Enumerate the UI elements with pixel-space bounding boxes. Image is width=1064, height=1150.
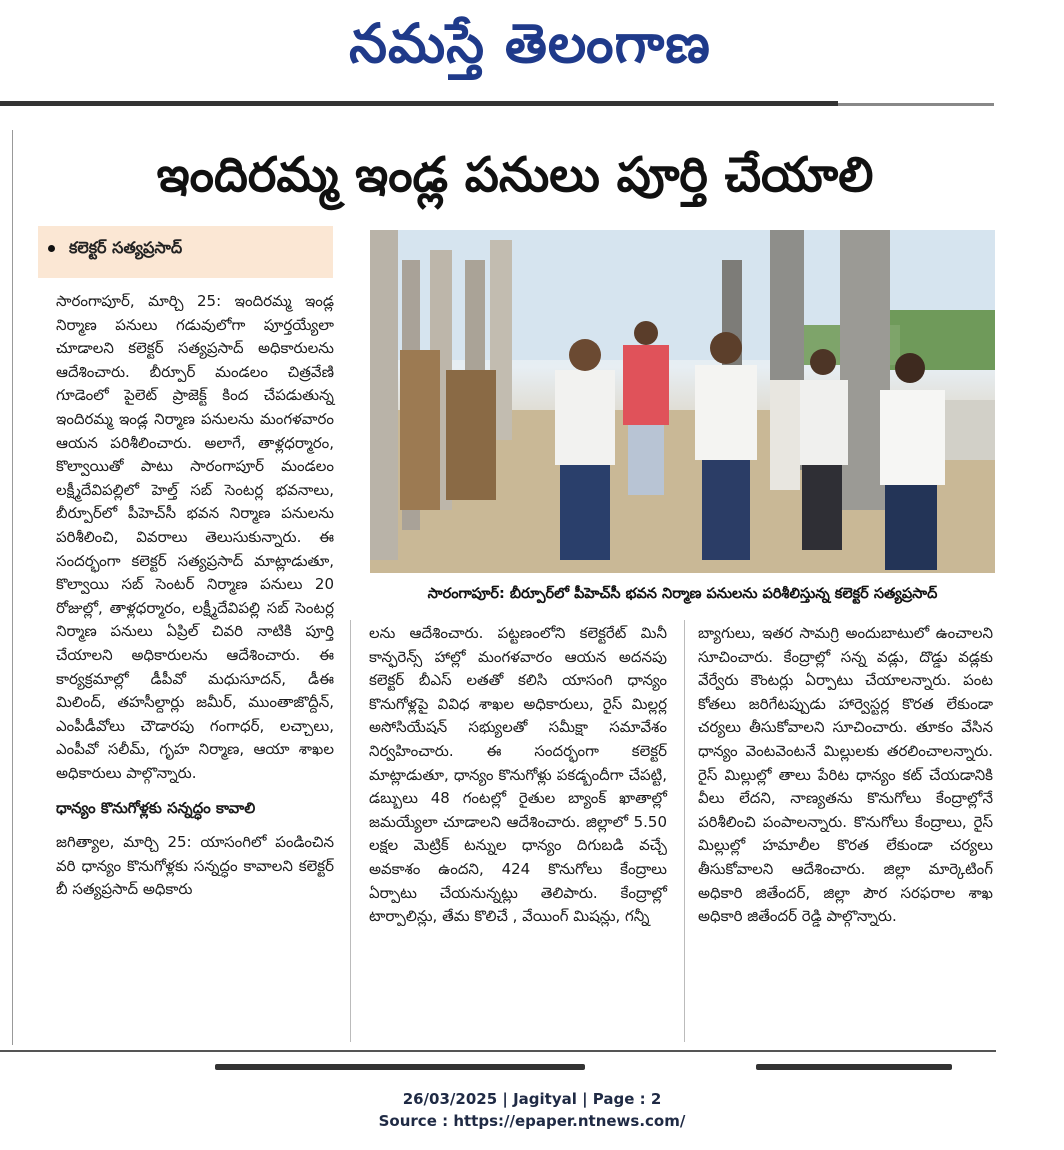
article-column-3 xyxy=(698,622,993,929)
masthead-rule-thin xyxy=(838,103,994,106)
edition-info: 26/03/2025 | Jagityal | Page : 2 xyxy=(402,1090,662,1108)
column-divider xyxy=(684,620,685,1042)
news-photo xyxy=(370,230,995,573)
article-paragraph: లను ఆదేశించారు. పట్టణంలోని కలెక్టరేట్ మినీ కాన్ఫరెన్స్ హాల్లో మంగళవారం ఆయన అదనపు కలెక్టర్ బీఎస్ లతతో కలిసి యాసంగి ధాన్యం కొనుగోళ్లపై వివిధ శాఖల అధికారులు, రైస్ మిల్లర్ల అసోసియేషన్ సభ్యులతో సమీక్షా సమావేశం నిర్వహించారు. ఈ సందర్భంగా కలెక్టర్ మాట్లాడుతూ, ధాన్యం కొనుగోళ్లు పకడ్బందీగా చేపట్టి, డబ్బులు 48 గంటల్లో రైతుల బ్యాంక్ ఖాతాల్లో జమయ్యేలా చూడాలని ఆదేశించారు. జిల్లాలో 5.50 లక్షల మెట్రిక్ టన్నుల ధాన్యం దిగుబడి వచ్చే అవకాశం ఉందని, 424 కొనుగోలు కేంద్రాలు ఏర్పాటు చేయనున్నట్లు తెలిపారు. కేంద్రాల్లో టార్పాలిన్లు, తేమ కొలిచే , వేయింగ్ మిషన్లు, గన్నీ xyxy=(369,624,667,926)
masthead-rule xyxy=(0,101,838,106)
article-headline: ఇందిరమ్మ ఇండ్ల పనులు పూర్తి చేయాలి xyxy=(156,147,874,203)
bullet-icon xyxy=(48,245,55,252)
article-column-1 xyxy=(56,290,334,902)
construction-site-photo xyxy=(370,230,995,573)
article-column-2 xyxy=(369,622,667,929)
left-border xyxy=(12,130,13,1045)
bottom-rule xyxy=(0,1050,996,1052)
photo-caption: సారంగాపూర్: బీర్పూర్‌లో పీహెచ్‌సీ భవన నిర్మాణ పనులను పరిశీలిస్తున్న కలెక్టర్ సత్యప్రసాద్ xyxy=(427,586,938,602)
newspaper-logo: నమస్తే తెలంగాణ xyxy=(349,12,711,75)
cropped-next-headline xyxy=(756,1058,952,1070)
source-link[interactable]: Source : https://epaper.ntnews.com/ xyxy=(378,1112,686,1130)
article-paragraph: జగిత్యాల, మార్చి 25: యాసంగిలో పండించిన వరి ధాన్యం కొనుగోళ్లకు సన్నద్ధం కావాలని కలెక్టర్ బీ సత్యప్రసాద్ అధికారు xyxy=(56,833,334,899)
cropped-next-headline xyxy=(215,1058,585,1070)
section-subhead: ధాన్యం కొనుగోళ్లకు సన్నద్ధం కావాలి xyxy=(56,799,256,818)
column-divider xyxy=(350,620,351,1042)
masthead xyxy=(0,0,1064,100)
byline xyxy=(48,238,182,261)
article-paragraph: బ్యాగులు, ఇతర సామగ్రి అందుబాటులో ఉంచాలని సూచించారు. కేంద్రాల్లో సన్న వడ్లు, దొడ్డు వడ్లకు వేర్వేరు కౌంటర్లు ఏర్పాటు చేయాలన్నారు. పంట కోతలు జరిగేటప్పుడు హార్వెస్టర్ల కొరత లేకుండా చర్యలు తీసుకోవాలని సూచించారు. తూకం వేసిన ధాన్యం వెంటవెంటనే మిల్లులకు తరలించాలన్నారు. రైస్ మిల్లుల్లో తాలు పేరిట ధాన్యం కట్ చేయడానికి వీలు లేదని, నాణ్యతను కొనుగోలు కేంద్రాల్లోనే పరిశీలించి పంపాలన్నారు. కొనుగోలు కేంద్రాలు, రైస్ మిల్లుల్లో హమాలీల కొరత లేకుండా చర్యలు తీసుకోవాలని ఆదేశించారు. జిల్లా మార్కెటింగ్ అధికారి జితేందర్, జిల్లా పౌర సరఫరాల శాఖ అధికారి జితేందర్ రెడ్డి పాల్గొన్నారు. xyxy=(698,624,993,926)
byline-text: కలెక్టర్ సత్యప్రసాద్ xyxy=(69,238,183,257)
page-footer xyxy=(0,1088,1064,1132)
article-paragraph: సారంగాపూర్, మార్చి 25: ఇందిరమ్మ ఇండ్ల నిర్మాణ పనులు గడువులోగా పూర్తయ్యేలా చూడాలని కలెక్టర్ సత్యప్రసాద్ అధికారులను ఆదేశించారు. బీర్పూర్ మండలం చిత్రవేణి గూడెంలో పైలెట్ ప్రాజెక్ట్ కింద చేపడుతున్న ఇందిరమ్మ ఇండ్ల నిర్మాణ పనులను మంగళవారం ఆయన పరిశీలించారు. అలాగే, తాళ్లధర్మారం, కొల్వాయితో పాటు సారంగాపూర్ మండలం లక్ష్మీదేవిపల్లిలో హెల్త్ సబ్ సెంటర్ల భవనాలు, బీర్పూర్‌లో పీహెచ్‌సీ భవన నిర్మాణ పనులను పరిశీలించి, వివరాలు తెలుసుకున్నారు. ఈ సందర్భంగా కలెక్టర్ సత్యప్రసాద్ మాట్లాడుతూ, కొల్వాయి సబ్ సెంటర్ నిర్మాణ పనులు 20 రోజుల్లో, తాళ్లధర్మారం, లక్ష్మీదేవిపల్లి సబ్ సెంటర్ల నిర్మాణ పనులు ఏప్రిల్ చివరి నాటికి పూర్తి చేయాలని అధికారులను ఆదేశించారు. ఈ కార్యక్రమాల్లో డీపీవో మధుసూదన్, డీఈ మిలింద్, తహసీల్దార్లు జమీర్, ముంతాజొద్దీన్, ఎంపీడీవోలు చౌడారపు గంగాధర్, లచ్చాలు, ఎంపీవో సలీమ్, గృహ నిర్మాణ, ఆయా శాఖల అధికారులు పాల్గొన్నారు. xyxy=(56,292,334,782)
